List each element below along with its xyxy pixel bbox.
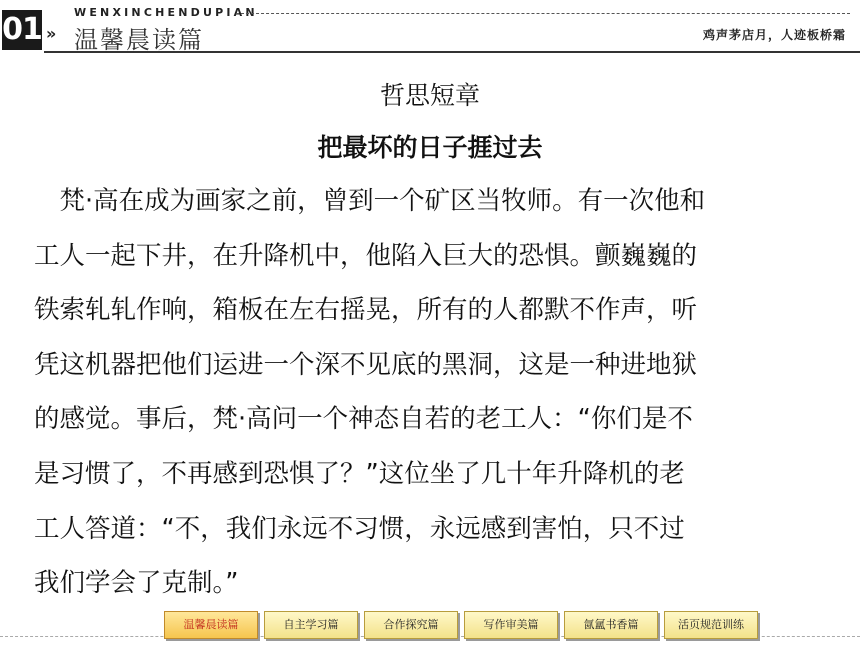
section-pinyin: WENXINCHENDUPIAN [74, 6, 258, 19]
article-line: 铁索轧轧作响，箱板在左右摇晃，所有的人都默不作声，听 [34, 295, 698, 326]
section-title: 温馨晨读篇 [74, 26, 204, 54]
article-line: 凭这机器把他们运进一个深不见底的黑洞，这是一种进地狱 [34, 349, 698, 380]
article-line: 的感觉。事后，梵·高问一个神态自若的老工人：“你们是不 [34, 404, 693, 435]
nav-button-cooperative-inquiry[interactable]: 合作探究篇 [364, 611, 458, 639]
article-body [34, 174, 814, 611]
article-line: 我们学会了克制。” [34, 568, 239, 599]
chapter-number-badge: 01 [2, 10, 42, 50]
header [0, 0, 860, 56]
nav-button-morning-reading[interactable]: 温馨晨读篇 [164, 611, 258, 639]
nav-button-writing-aesthetics[interactable]: 写作审美篇 [464, 611, 558, 639]
nav-button-worksheet-training[interactable]: 活页规范训练 [664, 611, 758, 639]
header-dashed-divider [236, 13, 850, 14]
article-line: 是习惯了，不再感到恐惧了？”这位坐了几十年升降机的老 [34, 458, 685, 489]
nav-button-self-study[interactable]: 自主学习篇 [264, 611, 358, 639]
article-line: 梵·高在成为画家之前，曾到一个矿区当牧师。有一次他和 [34, 186, 706, 216]
nav-button-book-fragrance[interactable]: 氤氲书香篇 [564, 611, 658, 639]
article-line: 工人答道：“不，我们永远不习惯，永远感到害怕，只不过 [34, 513, 685, 544]
article-title: 把最坏的日子捱过去 [317, 133, 543, 162]
header-rule [44, 51, 860, 53]
article-line: 工人一起下井，在升降机中，他陷入巨大的恐惧。颤巍巍的 [34, 240, 698, 271]
header-motto: 鸡声茅店月，人迹板桥霜 [702, 28, 846, 42]
article-category: 哲思短章 [379, 81, 480, 110]
chevron-icon: » [46, 24, 57, 43]
